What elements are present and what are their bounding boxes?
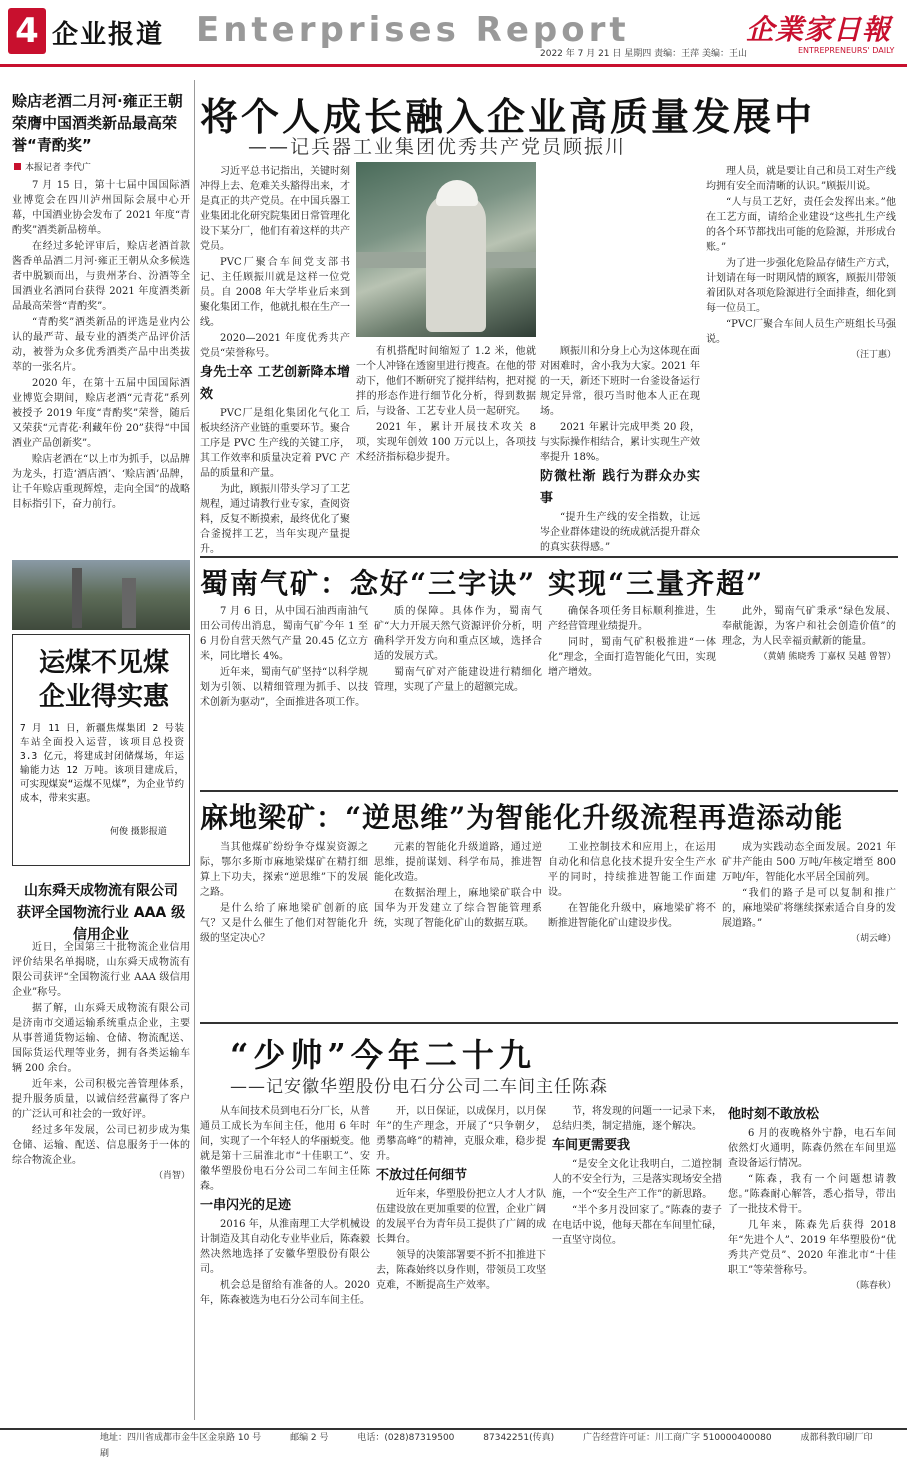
paragraph: “PVC厂聚合车间人员生产班组长马强说。 [706,319,896,345]
paper-logo-en: ENTREPRENEURS' DAILY [798,46,895,55]
paper-logo: 企業家日報 [746,13,892,46]
madi-col-1 [200,840,368,1016]
photo-tower-shape [72,568,82,628]
paragraph: 近日，全国第三十批物流企业信用评价结果名单揭晓，山东舜天成物流有限公司获评“全国物流行业 AAA 级信用企业”称号。 [12,942,190,998]
main-col-4 [706,164,896,556]
madi-headline: 麻地梁矿：“逆思维”为智能化升级流程再造添动能 [200,801,844,834]
left-lower-headline-line2: 获评全国物流行业 AAA 级信用企业 [16,905,186,943]
paragraph: “陈森，我有一个问题想请教您。”陈森耐心解答，悉心指导，带出了一批技术骨干。 [728,1174,896,1215]
paragraph: 近年来，公司积极完善管理体系，提升服务质量，以诚信经营赢得了客户的广泛认可和社会的一致好评。 [12,1079,190,1120]
paragraph: 确保各项任务目标顺利推进，生产经营管理业绩提升。 [548,606,716,632]
shunan-col-4 [722,604,896,784]
paragraph: 在数据治理上，麻地梁矿联合中国华为开发建立了综合智能管理系统，实现了智能化矿山的数据互联。 [374,888,542,929]
paragraph: 7 月 15 日，第十七届中国国际酒业博览会在四川泸州国际会展中心开幕，中国酒业协会发布了 2021 年度“青酌奖”酒类新品榜单。 [12,180,190,236]
column-divider [194,80,195,1420]
section-rule [200,790,898,792]
subhead: 身先士卒 工艺创新降本增效 [200,365,350,402]
paragraph: PVC厂是组化集团化气化工板块经济产业链的重要环节。聚合工序是 PVC 生产线的关键工序，其工作效率和质量决定着 PVC 产品的质量和产量。 [200,408,350,479]
paragraph: 理人员，就是要让自己和员工对生产线均拥有安全而清晰的认识。”顾振川说。 [706,166,896,192]
section-rule [200,556,898,558]
left-lower-headline-line1: 山东舜天成物流有限公司 [24,883,178,899]
paragraph: 机会总是留给有准备的人。2020 年，陈森被选为电石分公司车间主任。 [200,1280,370,1306]
left-top-headline-line2: 荣膺中国酒类新品最高荣誉“青酌奖” [12,114,178,154]
madi-col-3 [548,840,716,1016]
paragraph: 2021 年，累计开展技术攻关 8 项，实现年创效 100 万元以上，各项技术经济指标稳步提升。 [356,422,536,463]
shuai-col-2 [376,1104,546,1422]
paragraph: 开，以日保证，以成保月，以月保年”的生产理念，开展了“只争朝夕，勇攀高峰”的精神，克服众难，稳步提升。 [376,1106,546,1162]
paragraph: “人与员工艺好，责任会发挥出来。”他在工艺方面，请给企业建设“这些扎生产线的各个环节都找出可能的危险源，并形成台账。” [706,197,896,253]
subhead: 一串闪光的足迹 [200,1198,292,1213]
paragraph: PVC厂聚合车间党支部书记、主任顾振川就是这样一位党员。自 2008 年大学毕业后来到聚化集团工作，他就扎根在生产一线。 [200,257,350,328]
shunan-col-2 [374,604,542,784]
coal-headline: 运煤不见煤 企业得实惠 [38,648,169,712]
paragraph: “提升生产线的安全指数，让远岑企业群体建设的统成就活提升群众的真实获得感。” [540,512,700,553]
shunan-col-1 [200,604,368,784]
paragraph: 有机搭配时间缩短了 1.2 米，他就一个人冲锋在透窗里进行搜查。在他的带动下，他们不断研究了搅拌结构，把对搅拌的形态作进行细节化分析，得到数据后，与设备、工艺专业人员一起研究。 [356,346,536,417]
paragraph: 元素的智能化升级道路，通过逆思维，提前谋划、科学布局，推进智能化改造。 [374,842,542,883]
paragraph: 工业控制技术和应用上，在运用自动化和信息化技术提升安全生产水平的同时，持续推进智能工作面建设。 [548,842,716,898]
paragraph: 据了解，山东舜天成物流有限公司是济南市交通运输系统重点企业，主要从事普通货物运输、仓储、物流配送、国际货运代理等业务，拥有各类运输车辆 200 余台。 [12,1003,190,1074]
footer-fax: 87342251(传真) [483,1433,555,1443]
section-title-en: Enterprises Report [196,10,630,50]
page-number: 4 [8,8,46,54]
left-top-body [12,178,190,548]
footer [0,1428,907,1459]
main-col-3 [540,164,700,556]
paragraph: 顾振川和分身上心为这体现在面对困难时，舍小我为大家。2021 年的一天，新还下班时一台釜设备运行规定异常，很巧当时他本人正在现场。 [540,346,700,417]
subhead: 车间更需要我 [552,1138,631,1153]
paragraph: 是什么给了麻地梁矿创新的底气？又是什么催生了他们对智能化升级的坚定决心？ [200,903,368,944]
credit: （肖智） [153,1171,190,1181]
paragraph: 几年来，陈森先后获得 2018 年“先进个人”、2019 年华塑股份“优秀共产党员”、2020 年淮北市“十佳职工”等荣誉称号。 [728,1220,896,1276]
footer-address: 地址：四川省成都市金牛区金泉路 10 号 [100,1433,262,1443]
credit: （胡云峰） [850,934,896,944]
madi-col-4 [722,840,896,1016]
paragraph: 经过多年发展，公司已初步成为集仓储、运输、配送、信息服务于一体的综合物流企业。 [12,1125,190,1166]
paragraph: 成为实践动态全面发展。2021 年矿井产能由 500 万吨/年核定增至 800 万吨/年，智能化水平居全国前列。 [722,842,896,883]
left-top-headline-line1: 赊店老酒二月河·雍正王朝 [12,92,183,110]
photo-helmet-shape [436,180,478,206]
masthead-rule [0,64,907,67]
paragraph: “是安全文化让我明白，二道控制人的不安全行为，三是落实现场安全措施，一个“安全生产工作”的新思路。 [552,1159,722,1200]
section-rule [200,1022,898,1024]
paragraph: 此外，蜀南气矿秉承“绿色发展、奉献能源，为客户和社会创造价值”的理念，为人民幸福贡献新的能量。 [722,606,896,647]
section-title: 企业报道 [52,20,165,50]
issue-meta: 2022 年 7 月 21 日 星期四 责编：王萍 美编：王山 [540,49,747,59]
paragraph: 为了进一步强化危险品存储生产方式，计划请在每一时期风情的顾客，顾振川带领着团队对各项危险源进行全面排查，细化到每一位员工。 [706,258,896,314]
paragraph: 领导的决策部署要不折不扣推进下去，陈森始终以身作则，带领员工攻坚克难，不断提高生产效率。 [376,1250,546,1291]
subhead: 不放过任何细节 [376,1168,468,1183]
credit: （汪丁惠） [850,350,896,360]
paragraph: 7 月 6 日，从中国石油西南油气田公司传出消息，蜀南气矿今年 1 至 6 月份自营天然气产量 20.45 亿立方米，同比增长 4%。 [200,606,368,662]
shuai-subheadline: ——记安徽华塑股份电石分公司二车间主任陈森 [230,1077,608,1097]
left-top-reporter [14,160,91,173]
paragraph: 在经过多轮评审后，赊店老酒首款酱香单品酒二月河·雍正王朝从众多候选者中脱颖而出，与贵州茅台、汾酒等全国酒业名酒同台获得 2021 年度酒类新品最高荣誉“青酌奖”。 [12,241,190,312]
coal-credit: 何俊 摄影报道 [110,827,167,837]
paragraph: 2020—2021 年度优秀共产党员“荣誉称号。 [200,333,350,359]
paragraph: 2020 年，在第十五届中国国际酒业博览会期间，赊店老酒“元青花”系列被授予 2019 年度“青酌奖”荣誉，随后又荣获“元青花·利藏年份 20”获得“中国酒业产品创新奖”。 [12,378,190,449]
main-subheadline: ——记兵器工业集团优秀共产党员顾振川 [248,136,627,158]
paragraph: 节，将发现的问题一一记录下来，总结归类，制定措施，逐个解决。 [552,1106,722,1132]
main-col-1 [200,164,350,556]
subhead: 防微杜渐 践行为群众办实事 [540,469,700,506]
paragraph: “半个多月没回家了。”陈森的妻子在电话中说，他每天都在车间里忙碌，一直坚守岗位。 [552,1205,722,1246]
shunan-col-3 [548,604,716,784]
paragraph: 赊店老酒在“以上市为抓手，以品牌为龙头，打造‘酒店酒’、‘赊店酒’品牌，让千年赊店重现辉煌，走向全国”的战略目标指引下，奋力前行。 [12,454,190,510]
left-lower-body [12,940,190,1410]
credit: （黄婧 熊晓秀 丁嘉权 吴越 曾智） [758,652,896,662]
masthead [0,0,907,70]
footer-floor: 邮编 2 号 [290,1433,329,1443]
credit: （陈春秋） [850,1281,896,1291]
paragraph: 为此，顾振川带头学习了工艺规程，通过请教行业专家，查阅资料，反复不断摸索，最终优化了聚合釜搅拌工艺，当年实现产量提升。 [200,484,350,555]
shuai-col-1 [200,1104,370,1422]
photo-worker-shape [426,192,486,332]
shuai-col-4 [728,1104,896,1422]
paragraph: 习近平总书记指出，关键时刻冲得上去、危难关头豁得出来，才是真正的共产党员。在中国兵器工业集团北化研究院集团日常管理化设下某分厂，他们有着这样的共产党员。 [200,166,350,252]
paragraph: “我们的路子是可以复制和推广的，麻地梁矿将继续探索适合自身的发展道路。” [722,888,896,929]
paragraph: “青酌奖”酒类新品的评选是业内公认的最严苛、最专业的酒类产品评价活动，被誉为众多优秀酒类产品中出类拔萃的一张名片。 [12,317,190,373]
paragraph: 质的保障。具体作为，蜀南气矿“大力开展天然气资源评价分析，明确科学开发方向和重点区域，选择合适的发展方式。 [374,606,542,662]
shuai-headline: “少帅”今年二十九 [230,1036,536,1074]
worker-photo [356,162,536,337]
paragraph: 近年来，蜀南气矿坚持“以科学规划为引领、以精细管理为抓手、以技术创新为驱动”，全面推进各项工作。 [200,667,368,708]
shuai-col-3 [552,1104,722,1422]
coal-station-photo [12,560,190,630]
paragraph: 当其他煤矿纷纷争夺煤炭资源之际，鄂尔多斯市麻地梁煤矿在精打细算上下功夫，探索“逆思维”下的发展之路。 [200,842,368,898]
left-lower-headline [12,880,190,946]
paragraph: 6 月的夜晚格外宁静，电石车间依然灯火通明，陈森仍然在车间里巡查设备运行情况。 [728,1128,896,1169]
main-headline: 将个人成长融入企业高质量发展中 [200,94,816,139]
paragraph: 在智能化升级中，麻地梁矿将不断推进智能化矿山建设步伐。 [548,903,716,929]
photo-tower-shape [122,578,136,628]
footer-phone: 电话：(028)87319500 [357,1433,455,1443]
paragraph: 从车间技术员到电石分厂长，从普通员工成长为车间主任，他用 6 年时间，实现了一个年轻人的华丽蜕变。他就是第十三届淮北市“十佳职工”、安徽华塑股份电石分公司二车间主任陈森。 [200,1106,370,1192]
square-bullet-icon [14,163,21,170]
col-spacer [540,164,700,344]
paragraph: 2021 年累计完成甲类 20 段，与实际操作相结合，累计实现生产效率提升 18%。 [540,422,700,463]
paragraph: 蜀南气矿对产能建设进行精细化管理，实现了产量上的超额完成。 [374,667,542,693]
reporter-text: 本报记者 李代广 [25,163,91,173]
paragraph: 同时，蜀南气矿积极推进“一体化”理念，全面打造智能化气田，实现增产增效。 [548,637,716,678]
footer-ad-license: 广告经营许可证：川工商广字 510000400080 [583,1433,772,1443]
shunan-headline: 蜀南气矿：念好“三字诀” 实现“三量齐超” [200,567,765,600]
left-top-headline [12,90,190,156]
coal-caption: 7 月 11 日，新疆焦煤集团 2 号装车站全面投入运营，该项目总投资 3.3 亿元，将建成封闭储煤场，年运输能力达 12 万吨。该项目建成后，可实现煤炭“运煤不见煤”，为企业节约成本，带来实惠。 [20,723,184,804]
subhead: 他时刻不敢放松 [728,1107,820,1122]
paragraph: 2016 年，从淮南理工大学机械设计制造及其自动化专业毕业后，陈森毅然决然地选择了安徽华塑股份有限公司。 [200,1219,370,1275]
main-col-2 [356,344,536,556]
madi-col-2 [374,840,542,1016]
footer-printer: 成都科教印刷厂印刷 [100,1433,873,1459]
paragraph: 近年来，华塑股份把立人才人才队伍建设放在更加重要的位置，企业广阔的发展平台为青年员工提供了广阔的成长舞台。 [376,1189,546,1245]
